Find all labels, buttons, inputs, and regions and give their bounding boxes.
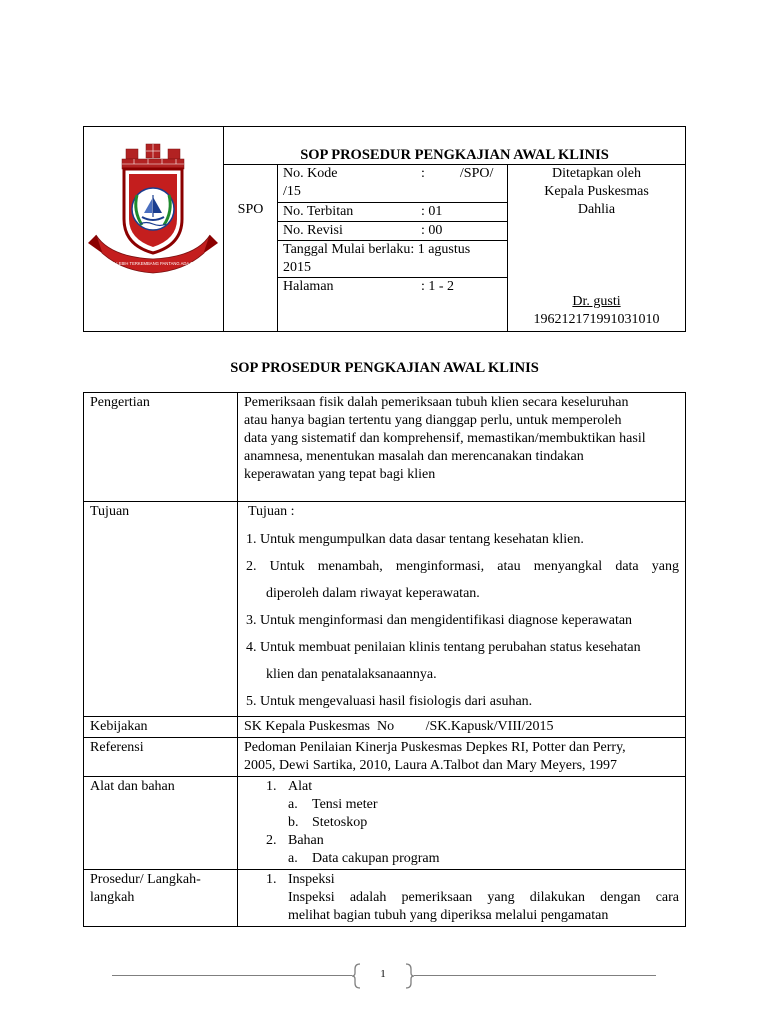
page-number: 1 — [380, 968, 386, 980]
alat-heading: Alat — [288, 779, 313, 794]
bahan-item: Data cakupan program — [312, 851, 440, 866]
pengertian-content — [238, 393, 686, 502]
tujuan-intro: Tujuan : — [248, 504, 295, 519]
document-title: SOP PROSEDUR PENGKAJIAN AWAL KLINIS — [230, 360, 539, 376]
pengertian-line: keperawatan yang tepat bagi klien — [244, 467, 436, 482]
header-table — [83, 126, 686, 332]
main-table — [83, 392, 686, 927]
prosedur-label-line: Prosedur/ Langkah- — [90, 872, 201, 887]
alat-label: Alat dan bahan — [84, 777, 238, 870]
referensi-line: Pedoman Penilaian Kinerja Puskesmas Depkes RI, Potter dan Perry, — [244, 740, 626, 755]
prosedur-desc: melihat bagian tubuh yang diperiksa melalui pengamatan — [288, 908, 609, 923]
terbitan-cell — [278, 203, 508, 222]
prosedur-content — [238, 870, 686, 927]
page-number-box — [352, 962, 414, 990]
tanggal-cont: 2015 — [283, 260, 311, 275]
list-marker: a. — [288, 851, 298, 866]
row-pengertian — [84, 393, 686, 502]
row-tujuan — [84, 502, 686, 717]
header-title: SOP PROSEDUR PENGKAJIAN AWAL KLINIS — [224, 127, 686, 165]
prosedur-desc: Inspeksi adalah pemeriksaan yang dilakukan dengan cara — [288, 890, 679, 905]
spo-label: SPO — [224, 165, 278, 332]
tujuan-content — [238, 502, 686, 717]
terbitan-label: No. Terbitan — [283, 204, 354, 219]
tanggal-cell — [278, 241, 508, 278]
referensi-label: Referensi — [84, 738, 238, 777]
list-marker: 2. — [266, 833, 277, 848]
revisi-cell — [278, 222, 508, 241]
alat-item: Tensi meter — [312, 797, 378, 812]
ditetapkan-line-2: Kepala Puskesmas — [544, 184, 649, 199]
kode-value: : /SPO/ — [421, 166, 494, 181]
halaman-value: : 1 - 2 — [421, 279, 455, 294]
list-marker: 1. — [266, 779, 277, 794]
logo-cell — [84, 127, 224, 332]
list-marker: b. — [288, 815, 299, 830]
halaman-label: Halaman — [283, 279, 334, 294]
tujuan-item: 2. Untuk menambah, menginformasi, atau menyangkal data yang — [246, 559, 679, 574]
svg-text:KALAU LEBIH TERKEMBANG PANTANG: KALAU LEBIH TERKEMBANG PANTANG ADA SURUT — [101, 261, 205, 266]
puskesmas-logo — [84, 127, 223, 325]
pengertian-label: Pengertian — [84, 393, 238, 502]
referensi-content — [238, 738, 686, 777]
prosedur-label — [84, 870, 238, 927]
tujuan-item: 5. Untuk mengevaluasi hasil fisiologis dari asuhan. — [246, 694, 533, 709]
alat-item: Stetoskop — [312, 815, 368, 830]
list-marker: a. — [288, 797, 298, 812]
kebijakan-value: SK Kepala Puskesmas No /SK.Kapusk/VIII/2015 — [238, 717, 686, 738]
row-alat — [84, 777, 686, 870]
kode-label: No. Kode — [283, 166, 338, 181]
referensi-line: 2005, Dewi Sartika, 2010, Laura A.Talbot dan Mary Meyers, 1997 — [244, 758, 618, 773]
tujuan-label: Tujuan — [84, 502, 238, 717]
tujuan-item: 3. Untuk menginformasi dan mengidentifikasi diagnose keperawatan — [246, 613, 633, 628]
tujuan-item: 1. Untuk mengumpulkan data dasar tentang kesehatan klien. — [246, 532, 584, 547]
kode-cell — [278, 165, 508, 203]
prosedur-item: Inspeksi — [288, 872, 335, 887]
signer-name: Dr. gusti — [572, 294, 621, 309]
halaman-cell — [278, 278, 508, 332]
list-marker: 1. — [266, 872, 277, 887]
revisi-value: : 00 — [421, 223, 443, 238]
row-referensi — [84, 738, 686, 777]
signer-nip: 196212171991031010 — [533, 312, 660, 327]
prosedur-label-line: langkah — [90, 890, 135, 905]
ditetapkan-cell — [508, 165, 686, 332]
kode-cont: /15 — [283, 184, 301, 199]
ditetapkan-line-1: Ditetapkan oleh — [551, 166, 642, 181]
terbitan-value: : 01 — [421, 204, 443, 219]
tujuan-item-cont: diperoleh dalam riwayat keperawatan. — [266, 586, 480, 601]
row-kebijakan — [84, 717, 686, 738]
tujuan-item: 4. Untuk membuat penilaian klinis tentang perubahan status kesehatan — [246, 640, 641, 655]
pengertian-line: anamnesa, menentukan masalah dan merencanakan tindakan — [244, 449, 584, 464]
bahan-heading: Bahan — [288, 833, 324, 848]
pengertian-line: atau hanya bagian tertentu yang dianggap perlu, untuk memperoleh — [244, 413, 622, 428]
row-prosedur — [84, 870, 686, 927]
ditetapkan-line-3: Dahlia — [577, 202, 616, 217]
pengertian-line: Pemeriksaan fisik dalah pemeriksaan tubuh klien secara keseluruhan — [244, 395, 629, 410]
tanggal-line: Tanggal Mulai berlaku: 1 agustus — [283, 242, 471, 257]
revisi-label: No. Revisi — [283, 223, 343, 238]
tujuan-item-cont: klien dan penatalaksanaannya. — [266, 667, 437, 682]
alat-content — [238, 777, 686, 870]
pengertian-line: data yang sistematif dan komprehensif, memastikan/membuktikan hasil — [244, 431, 646, 446]
kebijakan-label: Kebijakan — [84, 717, 238, 738]
